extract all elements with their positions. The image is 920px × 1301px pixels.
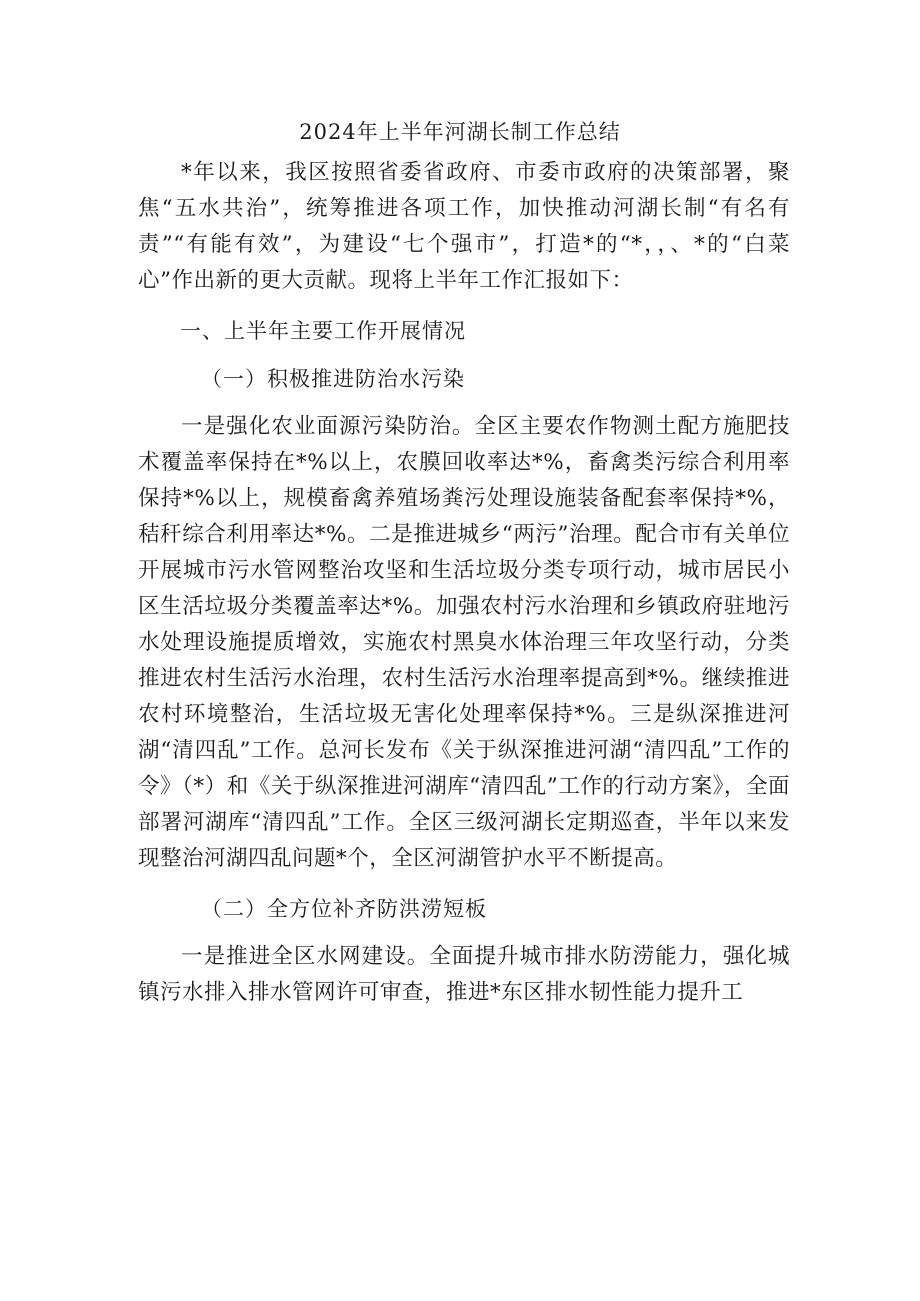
document-body xyxy=(138,155,790,1011)
subsection-body-2: 一是推进全区水网建设。全面提升城市排水防涝能力，强化城镇污水排入排水管网许可审查，推进*东区排水韧性能力提升工 xyxy=(138,944,790,1005)
section-heading-1: 一、上半年主要工作开展情况 xyxy=(180,319,466,343)
intro-paragraph: *年以来，我区按照省委省政府、市委市政府的决策部署，聚焦“五水共治”，统筹推进各项工作，加快推动河湖长制“有名有责”“有能有效”，为建设“七个强市”，打造*的“*，，、*的“白菜心”作出新的更大贡献。现将上半年工作汇报如下： xyxy=(138,160,790,293)
subsection-heading-1: （一）积极推进防治水污染 xyxy=(201,367,465,391)
paragraph-spacer xyxy=(138,877,790,891)
subsection-heading-2: （二）全方位补齐防洪涝短板 xyxy=(201,897,487,921)
subsection-body-1: 一是强化农业面源污染防治。全区主要农作物测土配方施肥技术覆盖率保持在*%以上，农膜回收率达*%，畜禽类污综合利用率保持*%以上，规模畜禽养殖场粪污处理设施装备配套率保持*%，秸秆综合利用率达*%。二是推进城乡“两污”治理。配合市有关单位开展城市污水管网整治攻坚和生活垃圾分类专项行动，城市居民小区生活垃圾分类覆盖率达*%。加强农村污水治理和乡镇政府驻地污水处理设施提质增效，实施农村黑臭水体治理三年攻坚行动，分类推进农村生活污水治理，农村生活污水治理率提高到*%。继续推进农村环境整治，生活垃圾无害化处理率保持*%。三是纵深推进河湖“清四乱”工作。总河长发布《关于纵深推进河湖“清四乱”工作的令》（*）和《关于纵深推进河湖库“清四乱”工作的行动方案》，全面部署河湖库“清四乱”工作。全区三级河湖长定期巡查，半年以来发现整治河湖四乱问题*个，全区河湖管护水平不断提高。 xyxy=(138,414,790,871)
document-title: 2024年上半年河湖长制工作总结 xyxy=(299,120,621,144)
